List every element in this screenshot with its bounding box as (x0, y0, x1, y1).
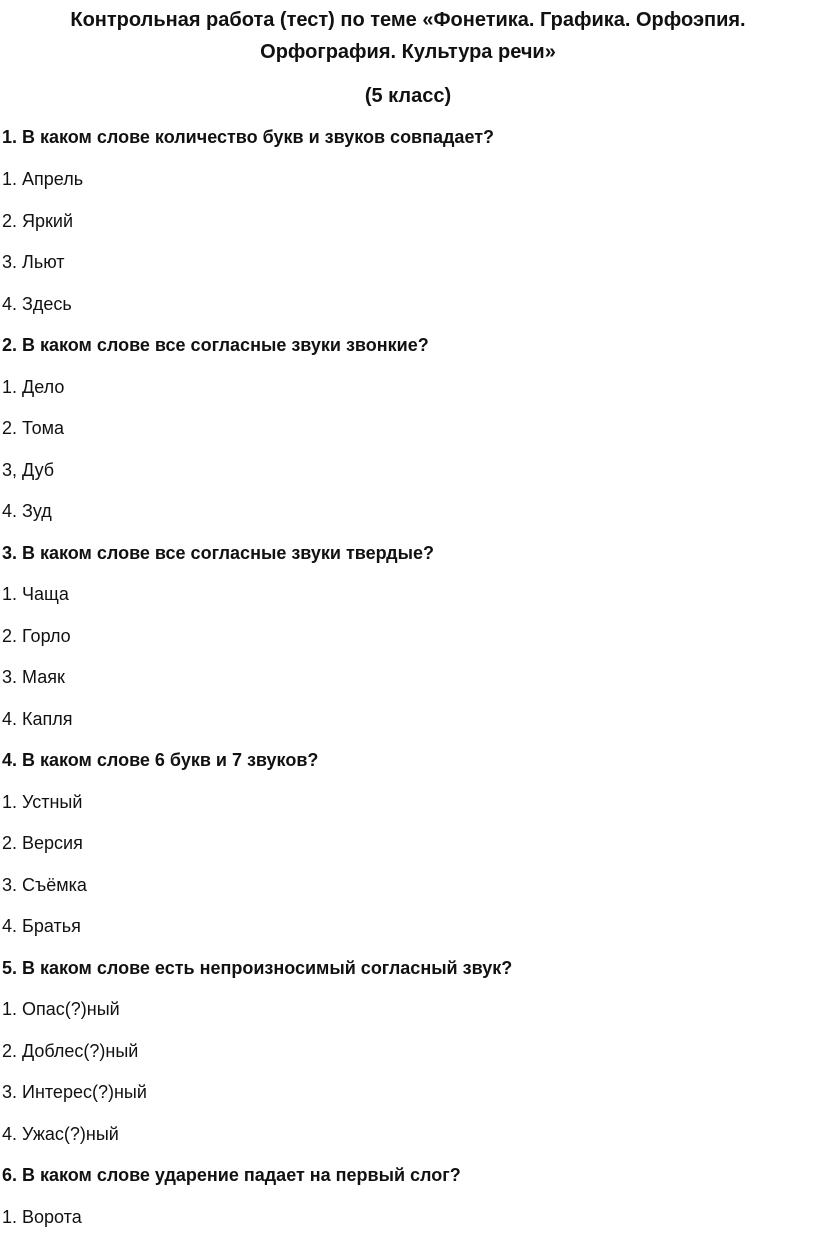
question-3-option-4: 4. Капля (2, 709, 73, 729)
question-4-option-2: 2. Версия (2, 833, 83, 853)
question-4-text: 4. В каком слове 6 букв и 7 звуков? (2, 750, 319, 770)
question-4-option-4: 4. Братья (2, 916, 81, 936)
question-5-option-1: 1. Опас(?)ный (2, 999, 120, 1019)
question-1-option-4: 4. Здесь (2, 294, 72, 314)
question-2-option-2: 2. Тома (2, 418, 64, 438)
question-3-option-3: 3. Маяк (2, 667, 65, 687)
question-5-option-4: 4. Ужас(?)ный (2, 1124, 119, 1144)
question-2-option-3: 3, Дуб (2, 460, 55, 480)
question-1-option-1: 1. Апрель (2, 169, 84, 189)
question-5-text: 5. В каком слове есть непроизносимый согласный звук? (2, 958, 513, 978)
question-1-text: 1. В каком слове количество букв и звуков совпадает? (2, 127, 495, 147)
page-title-line-1: Контрольная работа (тест) по теме «Фонетика. Графика. Орфоэпия. (70, 9, 746, 31)
question-3-option-2: 2. Горло (2, 626, 71, 646)
question-3-option-1: 1. Чаща (2, 584, 69, 604)
question-2-option-1: 1. Дело (2, 377, 65, 397)
question-1-option-2: 2. Яркий (2, 211, 74, 231)
question-2-option-4: 4. Зуд (2, 501, 52, 521)
question-4-option-1: 1. Устный (2, 792, 83, 812)
question-4-option-3: 3. Съёмка (2, 875, 87, 895)
question-6-option-1: 1. Ворота (2, 1207, 82, 1227)
question-5-option-2: 2. Доблес(?)ный (2, 1041, 139, 1061)
question-3-text: 3. В каком слове все согласные звуки твердые? (2, 543, 434, 563)
grade-label: (5 класс) (364, 85, 452, 107)
page-title-line-2: Орфография. Культура речи» (260, 41, 556, 63)
question-6-text: 6. В каком слове ударение падает на первый слог? (2, 1165, 461, 1185)
question-2-text: 2. В каком слове все согласные звуки звонкие? (2, 335, 429, 355)
question-5-option-3: 3. Интерес(?)ный (2, 1082, 147, 1102)
question-1-option-3: 3. Льют (2, 252, 65, 272)
